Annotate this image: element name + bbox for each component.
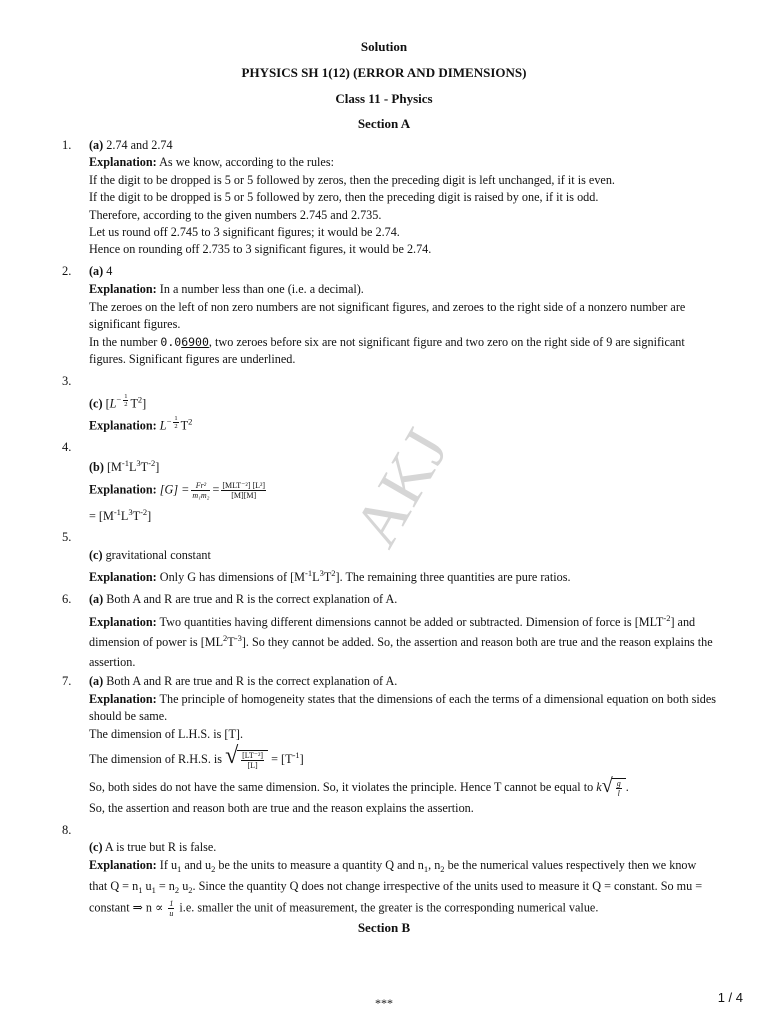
q1-line: Hence on rounding off 2.735 to 3 significant figures, it would be 2.74. xyxy=(89,242,432,256)
doc-subtitle: PHYSICS SH 1(12) (ERROR AND DIMENSIONS) xyxy=(241,65,527,80)
q2-line: In the number 0.06900, two zeroes before six are not significant figure and two zero on the right side of 9 are significant figures. Significant figures are underlined. xyxy=(89,335,685,366)
q6-explanation: Explanation: Two quantities having different dimensions cannot be added or subtracted. Dimension of force is $[MLT^{-2}]$ and dimension of power is $[ML^2T^{-3}]$. So they cannot be added. So, the assertion and reason both are true and the reason explains the assertion. xyxy=(89,613,713,669)
q8-line: constant ⇒ n ∝ $\frac{1}{u}$ i.e. smaller the unit of measurement, the greater is the corresponding numerical value. xyxy=(89,899,599,918)
q7-line: The dimension of L.H.S. is [T]. xyxy=(89,727,244,741)
q5-explanation: Explanation: Only G has dimensions of $[M^{-1}L^3T^2]$. The remaining three quantities are pure ratios. xyxy=(89,568,571,584)
watermark: AKJ xyxy=(339,415,463,558)
section-b-heading: Section B xyxy=(357,920,411,935)
q2-explanation: Explanation: In a number less than one (i.e. a decimal). xyxy=(89,282,364,296)
doc-title: Solution xyxy=(360,39,408,54)
q7-answer: (a) Both A and R are true and R is the correct explanation of A. xyxy=(89,674,398,688)
q7-line: So, the assertion and reason both are true and the reason explains the assertion. xyxy=(89,801,474,815)
q5-answer: (c) gravitational constant xyxy=(89,548,211,562)
q1-line: If the digit to be dropped is 5 or 5 followed by zero, then the preceding digit is raised by one, if it is odd. xyxy=(89,190,599,204)
q4-answer: (b) $[M^{-1}L^3T^{-2}]$ xyxy=(89,458,160,474)
q1-explanation: Explanation: As we know, according to the rules: xyxy=(89,155,334,169)
q1-line: If the digit to be dropped is 5 or 5 followed by zeros, then the preceding digit is left unchanged, if it is even. xyxy=(89,173,615,187)
q4-number: 4. xyxy=(62,440,72,454)
page-indicator: 1 / 4 xyxy=(717,990,743,1005)
q1-number: 1. xyxy=(62,138,72,152)
q2-line: The zeroes on the left of non zero numbers are not significant figures, and zeroes to the right side of a nonzero number are significant figures. xyxy=(89,300,686,331)
q4-explanation: Explanation: [G] = $\frac{\text{Fr²}}{\text{m₁m₂}}$ = $\frac{\text{[MLT⁻²] [L²]}}{[M][M]}$ xyxy=(89,481,266,500)
q8-answer: (c) A is true but R is false. xyxy=(89,840,217,854)
q6-answer: (a) Both A and R are true and R is the correct explanation of A. xyxy=(89,592,398,606)
q1-answer: (a) 2.74 and 2.74 xyxy=(89,138,173,152)
q5-number: 5. xyxy=(62,530,72,544)
q8-line: that $Q = n_1$ $u_1 = n_2$ $u_2$. Since the quantity Q does not change irrespective of the units used to measure it Q = constant. So mu = xyxy=(89,879,703,895)
q3-explanation: Explanation: $L^{- \frac{1}{2}}$ $T^2$ xyxy=(89,415,193,433)
section-a-heading: Section A xyxy=(357,116,411,131)
q3-number: 3. xyxy=(62,374,72,388)
q8-explanation: Explanation: If $u_1$ and $u_2$ be the units to measure a quantity Q and $n_1$, $n_2$ be the numerical values respectively then we know xyxy=(89,858,697,874)
q1-line: Let us round off 2.745 to 3 significant figures; it would be 2.74. xyxy=(89,225,400,239)
q2-answer: (a) 4 xyxy=(89,264,113,278)
q8-number: 8. xyxy=(62,823,72,837)
q1-line: Therefore, according to the given numbers 2.745 and 2.735. xyxy=(89,208,382,222)
q7-explanation: Explanation: The principle of homogeneity states that the dimensions of each the terms of a dimensional equation on both sides should be same. xyxy=(89,692,716,723)
q7-line: So, both sides do not have the same dimension. So, it violates the principle. Hence T cannot be equal to k √ $\frac{g}{l}$ . xyxy=(89,775,629,798)
footer-mark: *** xyxy=(375,996,393,1010)
q3-answer: (c) [$L^{- \frac{1}{2}}$ $T^2$] xyxy=(89,393,147,411)
class-line: Class 11 - Physics xyxy=(335,91,433,106)
q2-number: 2. xyxy=(62,264,72,278)
q7-number: 7. xyxy=(62,674,72,688)
q7-rhs: The dimension of R.H.S. is √ $\frac{\text{[LT⁻²]}}{[L]}$ = $[T^{-1}]$ xyxy=(89,743,304,770)
q4-result: = $[M^{-1}L^3T^{-2}]$ xyxy=(89,507,152,523)
q6-number: 6. xyxy=(62,592,72,606)
